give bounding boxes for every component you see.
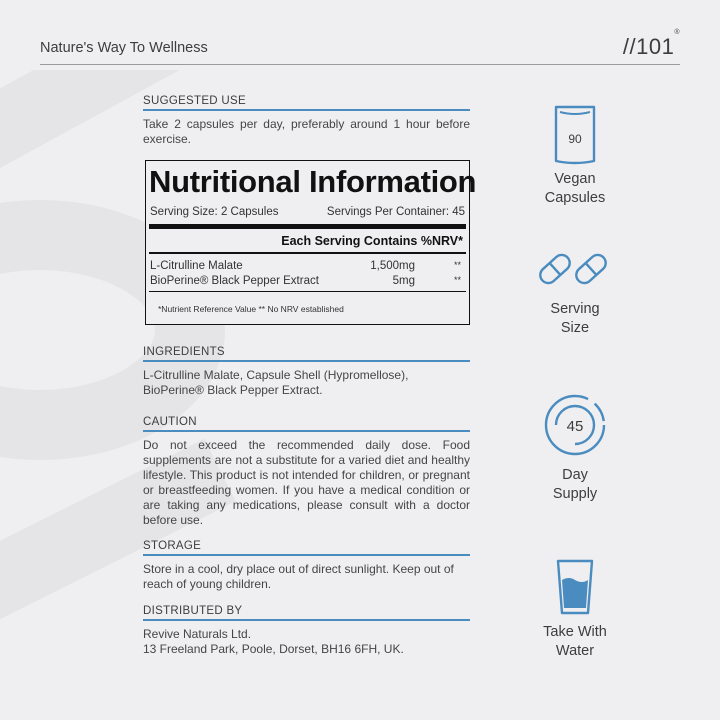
feature-label: Size bbox=[560, 320, 590, 336]
tagline: Nature's Way To Wellness bbox=[40, 40, 208, 56]
each-serving-header: Each Serving Contains %NRV* bbox=[281, 234, 463, 248]
water-glass-icon bbox=[555, 558, 595, 616]
serving-size: Serving Size: 2 Capsules bbox=[150, 206, 279, 218]
distributor-address: 13 Freeland Park, Poole, Dorset, BH16 6FH, UK. bbox=[143, 642, 404, 656]
distributed-title: DISTRIBUTED BY bbox=[143, 605, 470, 621]
distributor-name: Revive Naturals Ltd. bbox=[143, 627, 252, 641]
storage-title: STORAGE bbox=[143, 540, 470, 556]
nutrient-row bbox=[150, 260, 465, 275]
suggested-use-title: SUGGESTED USE bbox=[143, 95, 470, 111]
storage-section bbox=[143, 540, 470, 592]
pouch-icon bbox=[550, 105, 600, 165]
feature-serving-size bbox=[515, 245, 635, 338]
feature-label: Water bbox=[555, 643, 595, 659]
nutrient-amount: 1,500mg bbox=[370, 260, 415, 272]
feature-vegan-capsules bbox=[515, 105, 635, 208]
feature-label: Day bbox=[562, 467, 588, 483]
nutrient-nrv: ** bbox=[453, 260, 461, 270]
ingredients-section bbox=[143, 346, 470, 398]
suggested-use-section bbox=[143, 95, 470, 147]
nutrient-row bbox=[150, 275, 465, 290]
suggested-use-text: Take 2 capsules per day, preferably around 1 hour before exercise. bbox=[143, 117, 470, 146]
ingredients-title: INGREDIENTS bbox=[143, 346, 470, 362]
supply-days: 45 bbox=[566, 418, 584, 435]
feature-label: Supply bbox=[552, 486, 598, 502]
caution-section bbox=[143, 416, 470, 528]
brand-logo: //101® bbox=[622, 28, 680, 59]
divider bbox=[149, 224, 466, 229]
feature-label: Serving bbox=[550, 301, 600, 317]
nutrient-amount: 5mg bbox=[392, 275, 415, 287]
caution-title: CAUTION bbox=[143, 416, 470, 432]
servings-per-container: Servings Per Container: 45 bbox=[326, 206, 465, 218]
distributed-section bbox=[143, 605, 470, 657]
feature-label: Capsules bbox=[544, 190, 606, 206]
capsules-icon bbox=[535, 245, 615, 293]
feature-take-with-water bbox=[515, 558, 635, 661]
divider bbox=[149, 252, 466, 254]
pouch-count: 90 bbox=[568, 132, 582, 146]
clock-icon bbox=[543, 393, 607, 457]
nutrition-title: Nutritional Information bbox=[149, 164, 477, 199]
ingredients-text: L-Citrulline Malate, Capsule Shell (Hypromellose), BioPerine® Black Pepper Extract. bbox=[143, 368, 409, 397]
nutrient-nrv: ** bbox=[453, 275, 461, 285]
nutrient-name: BioPerine® Black Pepper Extract bbox=[150, 275, 319, 287]
caution-text: Do not exceed the recommended daily dose. Food supplements are not a substitute for a varied diet and healthy lifestyle. This product is not intended for children, or pregnant or breastfeeding women. If you have a medical condition or are taking any medications, please consult with a doctor before use. bbox=[143, 438, 470, 527]
storage-text: Store in a cool, dry place out of direct sunlight. Keep out of reach of young children. bbox=[143, 562, 454, 591]
nrv-footnote: *Nutrient Reference Value ** No NRV established bbox=[158, 304, 344, 314]
feature-label: Take With bbox=[543, 624, 607, 640]
feature-day-supply bbox=[515, 393, 635, 504]
header bbox=[40, 28, 680, 65]
divider bbox=[149, 291, 466, 292]
nutrient-name: L-Citrulline Malate bbox=[150, 260, 243, 272]
feature-label: Vegan bbox=[554, 171, 596, 187]
nutrition-panel bbox=[145, 160, 477, 325]
